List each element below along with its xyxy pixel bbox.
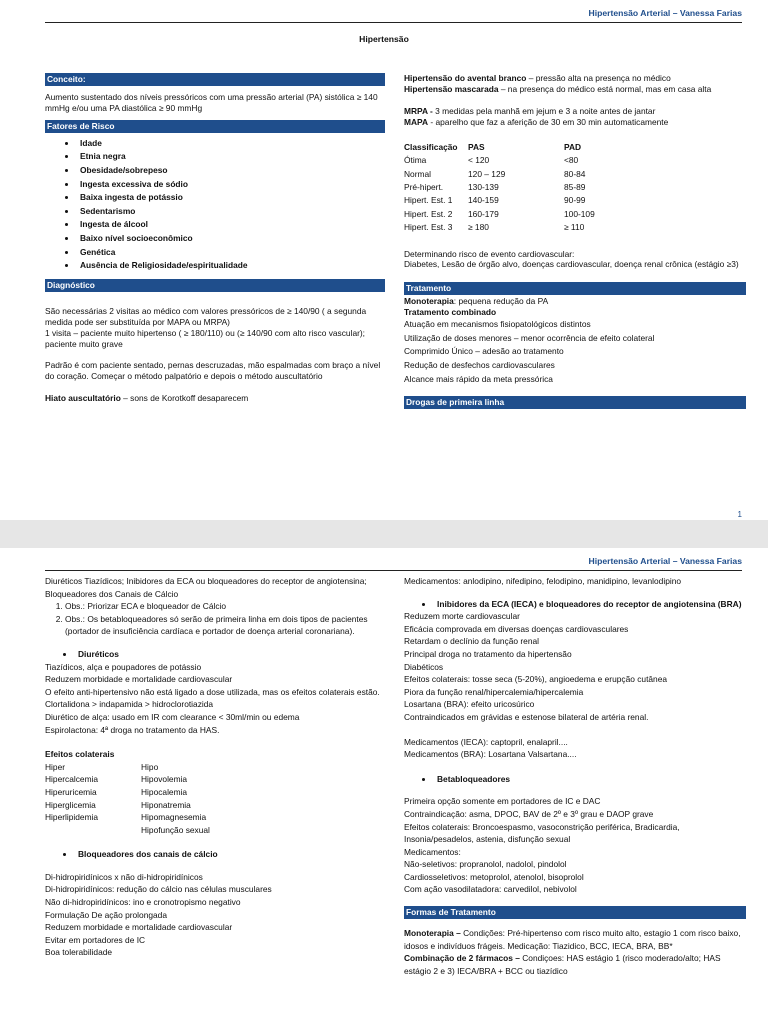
text-line: Espirolactona: 4ª droga no tratamento da HAS. (45, 724, 220, 735)
table-row (404, 181, 644, 194)
table-cell: <80 (564, 155, 579, 166)
formas-comb-label: Combinação de 2 fármacos – (404, 953, 520, 964)
bp-classification-table (404, 141, 644, 235)
list-item: • Idade (77, 137, 385, 151)
header-divider (45, 570, 742, 571)
text-line: Reduzem morbidade e mortalidade cardiovascular (45, 674, 233, 685)
avental-line (404, 73, 746, 84)
table-cell: Hipert. Est. 1 (404, 195, 453, 206)
mrpa-text: 3 medidas pela manhã em jejum e 3 a noite antes de jantar (435, 105, 656, 116)
intro-line-2: Bloqueadores dos Canais de Cálcio (45, 588, 179, 599)
text-line: Retardam o declínio da função renal (404, 636, 540, 647)
text-line: Diabéticos (404, 661, 444, 672)
text-line: Principal droga no tratamento da hipertensão (404, 648, 572, 659)
hiato-line (45, 393, 385, 404)
mapa-label: MAPA (404, 116, 429, 127)
text-line: Reduzem morbidade e mortalidade cardiovascular (45, 922, 233, 933)
efeitos-table (45, 761, 210, 837)
list-item: Atuação em mecanismos fisiopatológicos distintos (404, 319, 591, 330)
conceito-text: Aumento sustentado dos níveis pressóricos com uma pressão arterial (PA) sistólica ≥ 140 mmHg e/ou uma PA diastólica ≥ 90 mmHg (45, 92, 378, 113)
mapa-line (404, 117, 746, 128)
page-header: Hipertensão Arterial – Vanessa Farias (588, 8, 742, 18)
section-heading-fatores: Fatores de Risco (45, 120, 385, 133)
avental-text: – pressão alta na presença no médico (526, 73, 671, 83)
mrpa-line (404, 106, 746, 117)
table-row (45, 824, 210, 837)
list-item: • Obesidade/sobrepeso (77, 164, 385, 178)
table-row (45, 786, 210, 799)
page2-left-column (45, 575, 385, 959)
formas-mono-text: Condições: Pré-hipertenso com risco muito alto, estagio 1 com risco baixo, idosos e indivíduos frágeis. Medicação: Tiazidico, BCC, IECA, BRA, BB* (404, 928, 741, 951)
medic-bcc: Medicamentos: anlodipino, nifedipino, felodipino, manidipino, levanlodipino (404, 576, 682, 586)
list-item: • Ingesta excessiva de sódio (77, 178, 385, 192)
list-item: • Baixa ingesta de potássio (77, 191, 385, 205)
table-row (404, 194, 644, 207)
formas-comb-text: Condiçoes: HAS estágio 1 (risco moderado/alto; HAS estágio 2 e 3) IECA/BRA + BCC ou tiazídico (404, 953, 721, 976)
efeito-hiper (45, 824, 141, 837)
medic-ieca: Medicamentos (IECA): captopril, enalapril.... (404, 736, 568, 747)
combinado-label: Tratamento combinado (404, 307, 497, 318)
table-row (404, 221, 644, 234)
tratamento-list (404, 318, 746, 386)
section-heading-tratamento: Tratamento (404, 282, 746, 295)
document-title: Hipertensão (359, 34, 409, 44)
text-line: Primeira opção somente em portadores de IC e DAC (404, 796, 601, 807)
table-cell: 80-84 (564, 168, 586, 179)
bcc-heading: • Bloqueadores dos canais de cálcio (75, 848, 385, 861)
efeito-hiper: Hiperglicemia (45, 799, 96, 810)
text-line: Boa tolerabilidade (45, 947, 113, 958)
risco-line-1: Determinando risco de evento cardiovascular: (404, 248, 575, 259)
list-item: • Baixo nível socioeconômico (77, 232, 385, 246)
formas-comb (404, 952, 746, 977)
section-heading-formas: Formas de Tratamento (404, 906, 746, 919)
table-cell: 90-99 (564, 195, 586, 206)
text-line: Di-hidropiridínicos x não di-hidropiridínicos (45, 871, 203, 882)
efeito-hiper: Hiper (45, 761, 66, 772)
beta-text (404, 795, 746, 896)
efeito-hiper: Hiperlipidemia (45, 812, 99, 823)
table-row (45, 811, 210, 824)
efeito-hipo: Hipo (141, 761, 159, 772)
avental-label: Hipertensão do avental branco (404, 73, 527, 83)
text-line: Formulação De ação prolongada (45, 909, 167, 920)
table-row (45, 799, 210, 812)
list-item: Redução de desfechos cardiovasculares (404, 360, 555, 370)
text-line: Diurético de alça: usado em IR com clearance < 30ml/min ou edema (45, 711, 300, 722)
text-line: Efeitos colaterais: Broncoespasmo, vasoconstrição periférica, Bradicardia, Insonia/pesadelos, astenia, disfunção sexual (404, 821, 680, 845)
table-cell: ≥ 110 (564, 222, 585, 233)
page2-right-column (404, 575, 746, 977)
efeito-hipo: Hipomagnesemia (141, 812, 207, 823)
formas-mono (404, 927, 746, 952)
text-line: Losartana (BRA): efeito uricosúrico (404, 699, 535, 710)
table-cell: 140-159 (468, 195, 499, 206)
risk-factor-list (45, 137, 385, 273)
table-header-row (404, 141, 644, 154)
diagnostico-p2: 1 visita – paciente muito hipertenso ( ≥ 180/110) ou (≥ 140/90 com alto risco vascular); paciente muito grave (45, 327, 366, 349)
page-number: 1 (737, 510, 742, 519)
list-item: 1. Obs.: Priorizar ECA e bloqueador de Cálcio (65, 600, 385, 613)
list-item: Comprimido Único – adesão ao tratamento (404, 346, 564, 357)
table-cell: Normal (404, 168, 431, 179)
list-item: • Ausência de Religiosidade/espiritualidade (77, 259, 385, 273)
efeito-hipo: Hipofunção sexual (141, 824, 210, 835)
medic-bra: Medicamentos (BRA): Losartana Valsartana.... (404, 749, 577, 760)
text-line: Contraindicados em grávidas e estenose bilateral de artéria renal. (404, 711, 649, 722)
text-line: Tiazídicos, alça e poupadores de potássio (45, 661, 202, 672)
table-cell: 130-139 (468, 181, 499, 192)
list-item: Alcance mais rápido da meta pressórica (404, 373, 553, 384)
document-page-2 (0, 548, 768, 1024)
page-header: Hipertensão Arterial – Vanessa Farias (588, 556, 742, 566)
table-header-cell: PAD (564, 141, 582, 152)
table-cell: Hipert. Est. 3 (404, 222, 453, 233)
list-item: 2. Obs.: Os betabloqueadores só serão de primeira linha em dois tipos de pacientes (portador de insuficiência cardíaca e portador de doença arterial coronariana). (65, 613, 385, 638)
table-cell: 120 – 129 (468, 168, 506, 179)
table-row (45, 761, 210, 774)
obs-list (45, 600, 385, 638)
ieca-text (404, 610, 746, 723)
risco-line-2: Diabetes, Lesão de órgão alvo, doenças cardiovascular, doença renal crônica (estágio ≥3) (404, 259, 739, 270)
hiato-label: Hiato auscultatório (45, 393, 121, 404)
ieca-heading: • Inibidores da ECA (IECA) e bloqueadores do receptor de angiotensina (BRA) (434, 598, 746, 611)
table-cell: ≥ 180 (468, 222, 489, 233)
list-item: • Genética (77, 246, 385, 260)
hiato-text: – sons de Korotkoff desaparecem (120, 393, 249, 404)
table-row (404, 154, 644, 167)
efeitos-heading: Efeitos colaterais (45, 749, 115, 760)
text-line: Medicamentos: (404, 846, 461, 857)
formas-mono-label: Monoterapia – (404, 928, 461, 939)
mono-line (404, 296, 746, 307)
table-cell: 160-179 (468, 208, 499, 219)
text-line: Não-seletivos: propranolol, nadolol, pindolol (404, 859, 567, 870)
mono-text: : pequena redução da PA (453, 296, 549, 307)
bcc-text (45, 871, 385, 959)
header-divider (45, 22, 742, 23)
efeito-hiper: Hipercalcemia (45, 774, 99, 785)
text-line: Com ação vasodilatadora: carvedilol, nebivolol (404, 884, 577, 895)
efeito-hipo: Hipovolemia (141, 774, 188, 785)
section-heading-conceito: Conceito: (45, 73, 385, 86)
text-line: Efeitos colaterais: tosse seca (5-20%), angioedema e erupção cutânea (404, 674, 668, 685)
table-cell: Pré-hipert. (404, 181, 444, 192)
table-cell: < 120 (468, 155, 490, 166)
section-heading-drogas: Drogas de primeira linha (404, 396, 746, 409)
mascarada-label: Hipertensão mascarada (404, 83, 499, 94)
efeito-hipo: Hipocalemia (141, 786, 188, 797)
list-item: • Sedentarismo (77, 205, 385, 219)
text-line: Reduzem morte cardiovascular (404, 611, 520, 622)
mascarada-line (404, 84, 746, 95)
efeito-hiper: Hiperuricemia (45, 786, 97, 797)
list-item: • Etnia negra (77, 150, 385, 164)
beta-heading: • Betabloqueadores (434, 773, 746, 786)
table-cell: 85-89 (564, 181, 586, 192)
text-line: Não di-hidropiridínicos: ino e cronotropismo negativo (45, 897, 241, 908)
efeito-hipo: Hiponatremia (141, 799, 191, 810)
text-line: Contraindicação: asma, DPOC, BAV de 2º e 3º grau e DAOP grave (404, 808, 654, 819)
diureticos-heading: • Diuréticos (75, 648, 385, 661)
section-heading-diagnostico: Diagnóstico (45, 279, 385, 292)
text-line: Cardiosseletivos: metoprolol, atenolol, bisoprolol (404, 871, 584, 882)
table-cell: Hipert. Est. 2 (404, 208, 453, 219)
table-header-cell: Classificação (404, 141, 458, 152)
text-line: Evitar em portadores de IC (45, 934, 146, 945)
text-line: Piora da função renal/hipercalemia/hipercalemia (404, 686, 584, 697)
intro-line-1: Diuréticos Tiazídicos; Inibidores da ECA ou bloqueadores do receptor de angiotensina; (45, 576, 367, 586)
diagnostico-p1: São necessárias 2 visitas ao médico com valores pressóricos de ≥ 140/90 ( a segunda medida pode ser substituída por MAPA ou MRPA) (45, 305, 367, 327)
table-cell: 100-109 (564, 208, 595, 219)
table-row (404, 168, 644, 181)
mapa-text: - aparelho que faz a aferição de 30 em 30 min automaticamente (428, 116, 669, 127)
table-header-cell: PAS (468, 141, 485, 152)
list-item: Utilização de doses menores – menor ocorrência de efeito colateral (404, 332, 655, 343)
diureticos-text (45, 661, 385, 737)
page-gap (0, 520, 768, 548)
mascarada-text: – na presença do médico está normal, mas em casa alta (498, 83, 712, 94)
list-item: • Ingesta de álcool (77, 218, 385, 232)
text-line: Clortalidona > indapamida > hidroclorotiazida (45, 699, 214, 710)
table-row (404, 208, 644, 221)
diagnostico-p3: Padrão é com paciente sentado, pernas descruzadas, mão espalmadas com braço a nível do coração. Começar o método palpatório e depois o método auscultatório (45, 360, 381, 382)
table-cell: Ótima (404, 155, 427, 166)
text-line: O efeito anti-hipertensivo não está ligado a dose utilizada, mas os efeitos colaterais estão. (45, 686, 380, 697)
mrpa-label: MRPA - (404, 105, 436, 116)
table-row (45, 773, 210, 786)
page1-left-column (45, 73, 385, 404)
text-line: Eficácia comprovada em diversas doenças cardiovasculares (404, 623, 629, 634)
mono-label: Monoterapia (404, 296, 454, 307)
text-line: Di-hidropiridínicos: redução do cálcio nas células musculares (45, 884, 272, 895)
page1-right-column (404, 73, 746, 413)
